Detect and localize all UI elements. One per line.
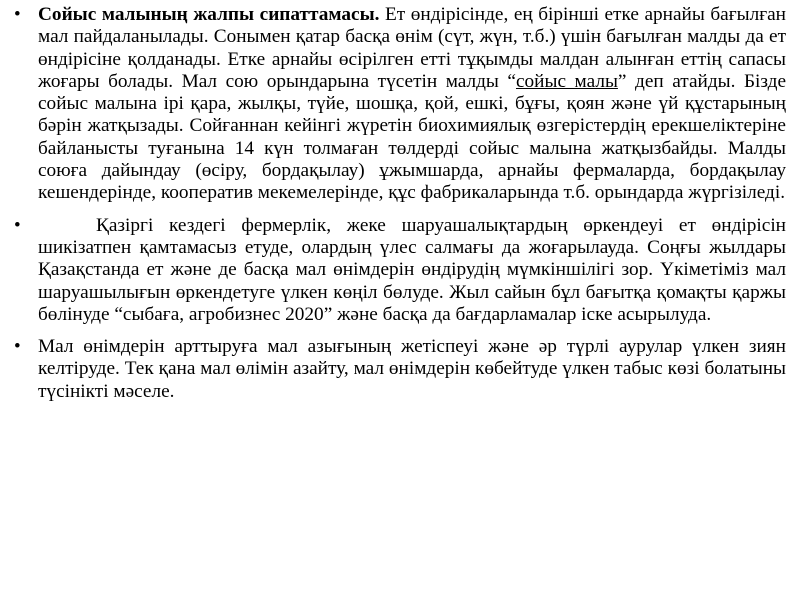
bullet-icon: • [14,4,21,25]
list-item [8,4,786,205]
bullet-icon: • [14,214,21,236]
bullet-list [8,4,786,403]
bullet-icon: • [14,336,21,358]
paragraph-text: Мал өнімдерін арттыруға мал азығының жетіспеуі және әр түрлі аурулар үлкен зиян келтіруде. Тек қана мал өлімін азайту, мал өнімдерін көбейтуде үлкен табыс көзі болатыны түсінікті мәселе. [38,336,786,402]
list-item [8,215,786,326]
paragraph-text: Қазіргі кездегі фермерлік, жеке шаруашалықтардың өркендеуі ет өндірісін шикізатпен қамтамасыз етуде, олардың үлес салмағы да жоғарылауда. Соңғы жылдары Қазақстанда ет және де басқа мал өнімдерін өндірудің мүмкіншілігі зор. Үкіметіміз мал шаруашылығын өркендетуге үлкен көңіл бөлуде. Жыл сайын бұл бағытқа қомақты қаржы бөлінуде “сыбаға, агробизнес 2020” және басқа да бағдарламалар іске асырылуда. [38,214,786,325]
paragraph-text: Ет өндірісінде, ең бірінші етке арнайы бағылған мал пайдаланылады. Сонымен қатар басқа өнім (сүт, жүн, т.б.) үшін бағылған малды да ет өндірісіне қолданады. Етке арнайы өсірілген етті тұқымды малдан алынған еттің сапасы жоғары болады. Мал сою орындарына түсетін малды “ [38,4,786,92]
paragraph-heading: Сойыс малының жалпы сипаттамасы. [38,4,380,25]
highlighted-term: сойыс малы [515,70,618,92]
list-item [8,336,786,403]
paragraph-text: ” деп атайды. Бізде сойыс малына ірі қара, жылқы, түйе, шошқа, қой, ешкі, бұғы, қоян және үй құстарының бәрін жатқызады. Сойғаннан кейінгі жүретін биохимиялық өзгерістердің ерекшеліктеріне байланысты туғанына 14 күн толмаған төлдерді сойыс малына жатқызбайды. Малды союға дайындау (өсіру, бордақылау) ұжымшарда, арнайы фермаларда, бордақылау кешендерінде, кооператив мекемелерінде, құс фабрикаларында т.б. орындарда жүргізіледі. [38,70,787,204]
